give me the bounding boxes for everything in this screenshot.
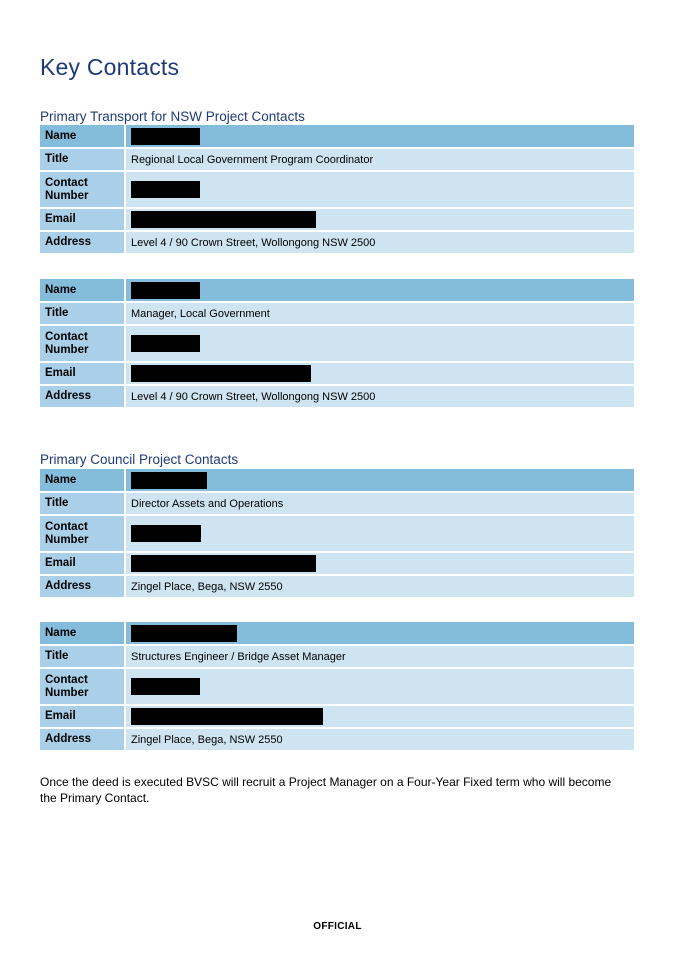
table-row-title: [40, 149, 634, 170]
email-label: Email: [40, 553, 124, 574]
contact-number-label: Contact Number: [40, 669, 124, 704]
section-heading-council: Primary Council Project Contacts: [40, 452, 239, 467]
contact-number-value: [124, 516, 634, 551]
email-value: [124, 553, 634, 574]
address-label: Address: [40, 729, 124, 750]
name-label: Name: [40, 125, 124, 147]
table-row-name: [40, 469, 634, 491]
contact-number-value: [124, 669, 634, 704]
table-row-email: [40, 706, 634, 727]
redaction-box: [131, 708, 323, 725]
table-row-email: [40, 363, 634, 384]
redaction-box: [131, 181, 200, 198]
address-value: Level 4 / 90 Crown Street, Wollongong NSW 2500: [124, 232, 634, 253]
redaction-box: [131, 365, 311, 382]
contact-table-council-2: [40, 620, 634, 752]
title-value: Director Assets and Operations: [124, 493, 634, 514]
contact-number-value: [124, 172, 634, 207]
title-value: Regional Local Government Program Coordinator: [124, 149, 634, 170]
table-row-title: [40, 646, 634, 667]
redaction-box: [131, 472, 207, 489]
address-value: Zingel Place, Bega, NSW 2550: [124, 729, 634, 750]
table-row-name: [40, 279, 634, 301]
name-label: Name: [40, 622, 124, 644]
address-value: Zingel Place, Bega, NSW 2550: [124, 576, 634, 597]
page-title: Key Contacts: [40, 54, 180, 80]
address-label: Address: [40, 232, 124, 253]
email-value: [124, 706, 634, 727]
table-row-name: [40, 622, 634, 644]
name-value: [124, 125, 634, 147]
title-label: Title: [40, 303, 124, 324]
table-row-email: [40, 553, 634, 574]
contact-number-label: Contact Number: [40, 326, 124, 361]
table-row-contact-number: [40, 516, 634, 551]
title-label: Title: [40, 149, 124, 170]
redaction-box: [131, 525, 201, 542]
table-row-email: [40, 209, 634, 230]
table-row-name: [40, 125, 634, 147]
redaction-box: [131, 211, 316, 228]
section-heading-transport: Primary Transport for NSW Project Contacts: [40, 109, 305, 124]
contact-number-label: Contact Number: [40, 172, 124, 207]
table-row-contact-number: [40, 326, 634, 361]
email-label: Email: [40, 363, 124, 384]
address-value: Level 4 / 90 Crown Street, Wollongong NSW 2500: [124, 386, 634, 407]
name-label: Name: [40, 279, 124, 301]
table-row-address: [40, 729, 634, 750]
table-row-title: [40, 493, 634, 514]
title-label: Title: [40, 646, 124, 667]
name-value: [124, 279, 634, 301]
contact-table-transport-1: [40, 123, 634, 255]
title-value: Manager, Local Government: [124, 303, 634, 324]
email-value: [124, 209, 634, 230]
contact-number-label: Contact Number: [40, 516, 124, 551]
address-label: Address: [40, 386, 124, 407]
email-label: Email: [40, 209, 124, 230]
redaction-box: [131, 128, 200, 145]
redaction-box: [131, 678, 200, 695]
classification-footer: OFFICIAL: [313, 921, 362, 932]
redaction-box: [131, 555, 316, 572]
email-label: Email: [40, 706, 124, 727]
redaction-box: [131, 335, 200, 352]
title-value: Structures Engineer / Bridge Asset Manager: [124, 646, 634, 667]
name-value: [124, 622, 634, 644]
email-value: [124, 363, 634, 384]
title-label: Title: [40, 493, 124, 514]
redaction-box: [131, 282, 200, 299]
table-row-contact-number: [40, 172, 634, 207]
table-row-address: [40, 576, 634, 597]
name-value: [124, 469, 634, 491]
table-row-contact-number: [40, 669, 634, 704]
table-row-address: [40, 232, 634, 253]
contact-number-value: [124, 326, 634, 361]
contact-table-transport-2: [40, 277, 634, 409]
contact-table-council-1: [40, 467, 634, 599]
table-row-title: [40, 303, 634, 324]
closing-paragraph: Once the deed is executed BVSC will recruit a Project Manager on a Four-Year Fixed term who will become the Primary Contact.: [40, 775, 612, 805]
table-row-address: [40, 386, 634, 407]
redaction-box: [131, 625, 237, 642]
address-label: Address: [40, 576, 124, 597]
name-label: Name: [40, 469, 124, 491]
